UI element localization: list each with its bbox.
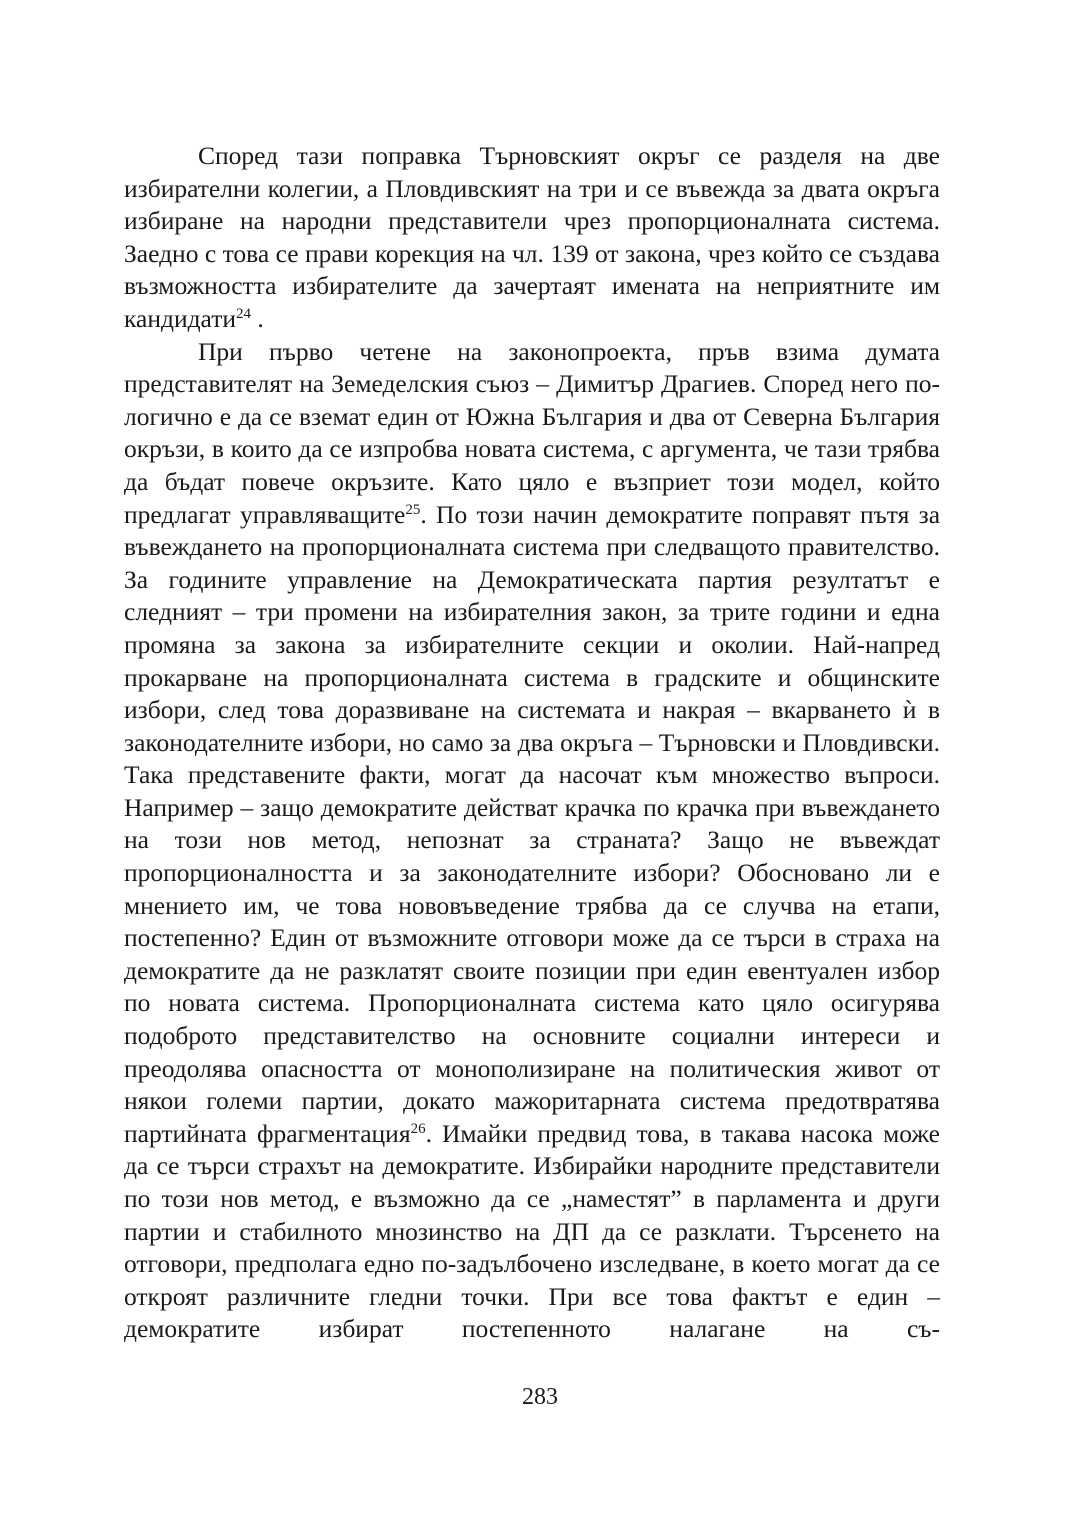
paragraph-2-text-c: . Имайки предвид това, в такава насока може да се търси страхът на демократите. Избирайки народните представители по този нов метод, е възможно да се „наместят” в парламента и други партии и стабилното мнозинство на ДП да се разклати. Търсенето на отговори, предполага едно по-задълбочено изследване, в което могат да се откроят различните гледни точки. При все това фактът е един – демократите избират постепенното налагане на съ- <box>124 1118 940 1344</box>
paragraph-1-text-a: Според тази поправка Търновският окръг се разделя на две избирателни колегии, а Пловдивският на три и се въвежда за двата окръга избиране на народни представители чрез пропорционалната система. Заедно с това се прави корекция на чл. 139 от закона, чрез който се създава възможността избирателите да зачертаят имената на неприятните им кандидати <box>124 141 940 333</box>
paragraph-2 <box>124 336 940 1346</box>
footnote-ref-26: 26 <box>410 1120 426 1137</box>
paragraph-1 <box>124 140 940 336</box>
footnote-ref-24: 24 <box>236 305 252 322</box>
document-body <box>124 140 940 1346</box>
page-number: 283 <box>522 1384 558 1410</box>
paragraph-2-text-a: При първо четене на законопроекта, пръв взима думата представителят на Земеделския съюз – Димитър Драгиев. Според него по-логично е да се вземат един от Южна България и два от Северна България окръзи, в които да се изпробва новата система, с аргумента, че тази трябва да бъдат повече окръзите. Като цяло е възприет този модел, който предлагат управляващите <box>124 336 940 529</box>
footnote-ref-25: 25 <box>405 501 421 518</box>
paragraph-1-text-b: . <box>251 303 264 333</box>
paragraph-2-text-b: . По този начин демократите поправят пътя за въвеждането на пропорционалната система при следващото правителство. За годините управление на Демократическата партия резултатът е следният – три промени на избирателния закон, за трите години и една промяна за закона за избирателните секции и околии. Най-напред прокарване на пропорционалната система в градските и общинските избори, след това доразвиване на системата и накрая – вкарването ѝ в законодателните избори, но само за два окръга – Търновски и Пловдивски. Така представените факти, могат да насочат към множество въпроси. Например – защо демократите действат крачка по крачка при въвеждането на този нов метод, непознат за страната? Защо не въвеждат пропорционалността и за законодателните избори? Обосновано ли е мнението им, че това нововъведение трябва да се случва на етапи, постепенно? Един от възможните отговори може да се търси в страха на демократите да не разклатят своите позиции при един евентуален избор по новата система. Пропорционалната система като цяло осигурява подоброто представителство на основните социални интереси и преодолява опасността от монополизиране на политическия живот от някои големи партии, докато мажоритарната система предотвратява партийната фрагментация <box>124 499 941 1148</box>
